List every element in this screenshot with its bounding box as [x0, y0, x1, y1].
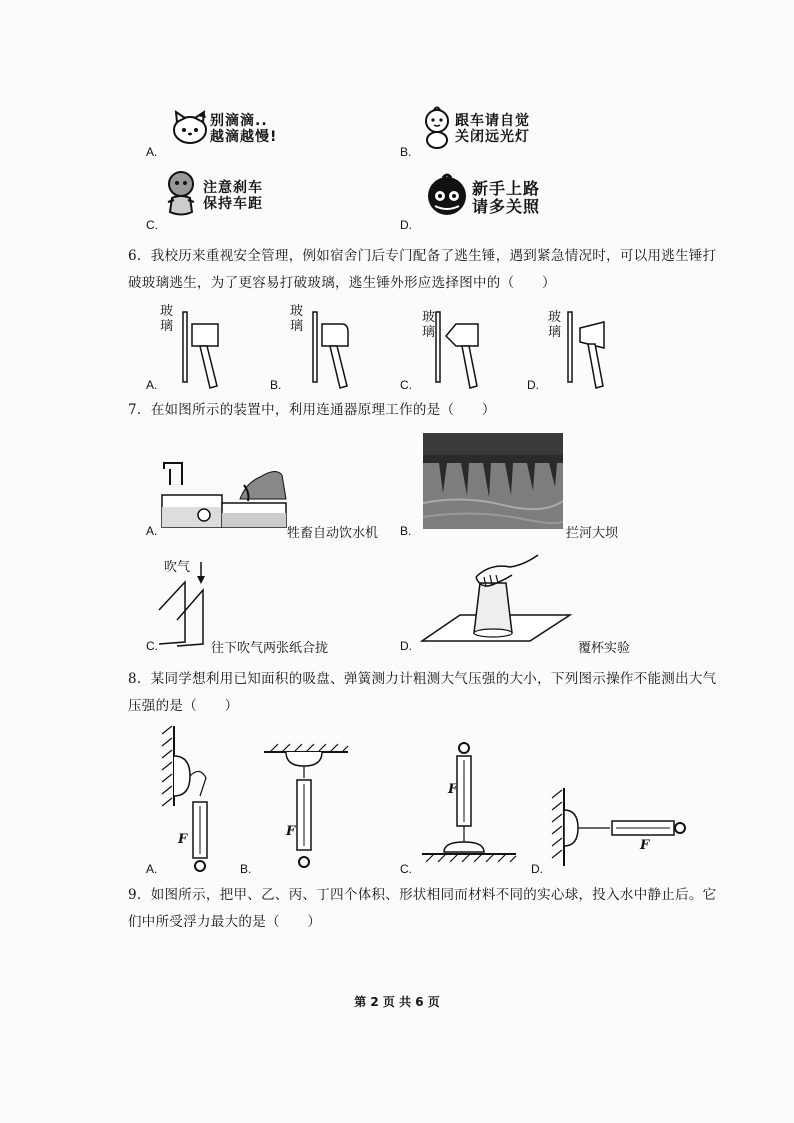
q6-text: 6．我校历来重视安全管理，例如宿舍门后专门配备了逃生锤，遇到紧急情况时，可以用逃生锤打破玻璃逃生，为了更容易打破玻璃，逃生锤外形应选择图中的（ ） — [128, 248, 717, 291]
q8-option-c: C. — [400, 862, 412, 876]
q7-option-b-caption: 拦河大坝 — [566, 526, 619, 541]
q8-figure-b — [262, 742, 352, 877]
q6-figure-a — [160, 304, 240, 396]
black-blob-mascot-icon — [425, 172, 469, 216]
q6-option-a: A. — [146, 378, 158, 392]
glass-label: 玻璃 — [160, 304, 174, 334]
q8-option-d: D. — [531, 862, 543, 876]
q7-option-c-blow-label: 吹气 — [164, 560, 191, 575]
q5-option-b-letter: B. — [400, 145, 412, 159]
force-label: F — [286, 824, 296, 839]
q6-option-b: B. — [270, 378, 282, 392]
q9-text: 9．如图所示，把甲、乙、丙、丁四个体积、形状相同而材料不同的实心球，投入水中静止后。它们中所受浮力最大的是（ ） — [128, 887, 717, 930]
q5-option-a-letter: A. — [146, 145, 158, 159]
q8-option-a: A. — [146, 862, 158, 876]
q8-figure-d — [550, 788, 690, 868]
q6-figure-d — [548, 304, 628, 396]
q7-option-d-letter: D. — [400, 639, 412, 653]
sticker-line-2: 越滴越慢! — [210, 129, 278, 145]
q7-option-a-caption: 牲畜自动饮水机 — [287, 526, 379, 541]
q6-option-d: D. — [527, 378, 539, 392]
force-label: F — [178, 832, 188, 847]
q5-option-b-sticker — [455, 113, 530, 145]
glass-label: 玻璃 — [548, 310, 562, 340]
q5-option-d-letter: D. — [400, 218, 412, 232]
dam-photo — [423, 433, 563, 529]
sticker-line-1: 别滴滴.. — [210, 113, 268, 129]
q8-option-b: B. — [240, 862, 252, 876]
q8-figure-c — [420, 738, 520, 872]
sticker-line-2: 关闭远光灯 — [455, 129, 530, 145]
cup-experiment-figure — [420, 555, 570, 645]
q8-text: 8．某同学想利用已知面积的吸盘、弹簧测力计粗测大气压强的大小，下列图示操作不能测出大气压强的是（ ） — [128, 671, 717, 714]
q6-option-c: C. — [400, 378, 412, 392]
q7-option-c-caption: 往下吹气两张纸合拢 — [211, 641, 329, 656]
hello-kitty-icon — [172, 108, 208, 148]
sticker-line-1: 注意刹车 — [203, 180, 263, 196]
sticker-line-2: 请多关照 — [472, 197, 541, 216]
force-label: F — [640, 838, 650, 853]
sticker-line-2: 保持车距 — [203, 196, 263, 212]
q6-figure-b — [290, 304, 370, 396]
q5-option-c-sticker — [203, 180, 263, 212]
glass-label: 玻璃 — [290, 304, 304, 334]
duck-mascot-icon — [422, 106, 452, 150]
sticker-line-1: 跟车请自觉 — [455, 113, 530, 129]
q5-option-a-sticker — [210, 113, 277, 145]
q5-option-d-sticker — [472, 180, 540, 216]
force-label: F — [448, 782, 458, 797]
livestock-drinker-figure — [160, 455, 288, 535]
q6-figure-c — [422, 304, 502, 396]
q7-option-d-caption: 覆杯实验 — [578, 641, 631, 656]
q7-option-a-letter: A. — [146, 524, 158, 538]
q7-option-b-letter: B. — [400, 524, 412, 538]
two-papers-figure — [155, 560, 215, 646]
sticker-line-1: 新手上路 — [472, 179, 541, 198]
q8-figure-a — [160, 726, 220, 876]
q5-option-c-letter: C. — [146, 218, 158, 232]
glass-label: 玻璃 — [422, 310, 436, 340]
q7-text: 7．在如图所示的装置中，利用连通器原理工作的是（ ） — [128, 402, 496, 418]
cartoon-character-icon — [164, 170, 198, 220]
page-footer: 第 2 页 共 6 页 — [354, 995, 440, 1009]
q7-option-c-letter: C. — [146, 639, 158, 653]
